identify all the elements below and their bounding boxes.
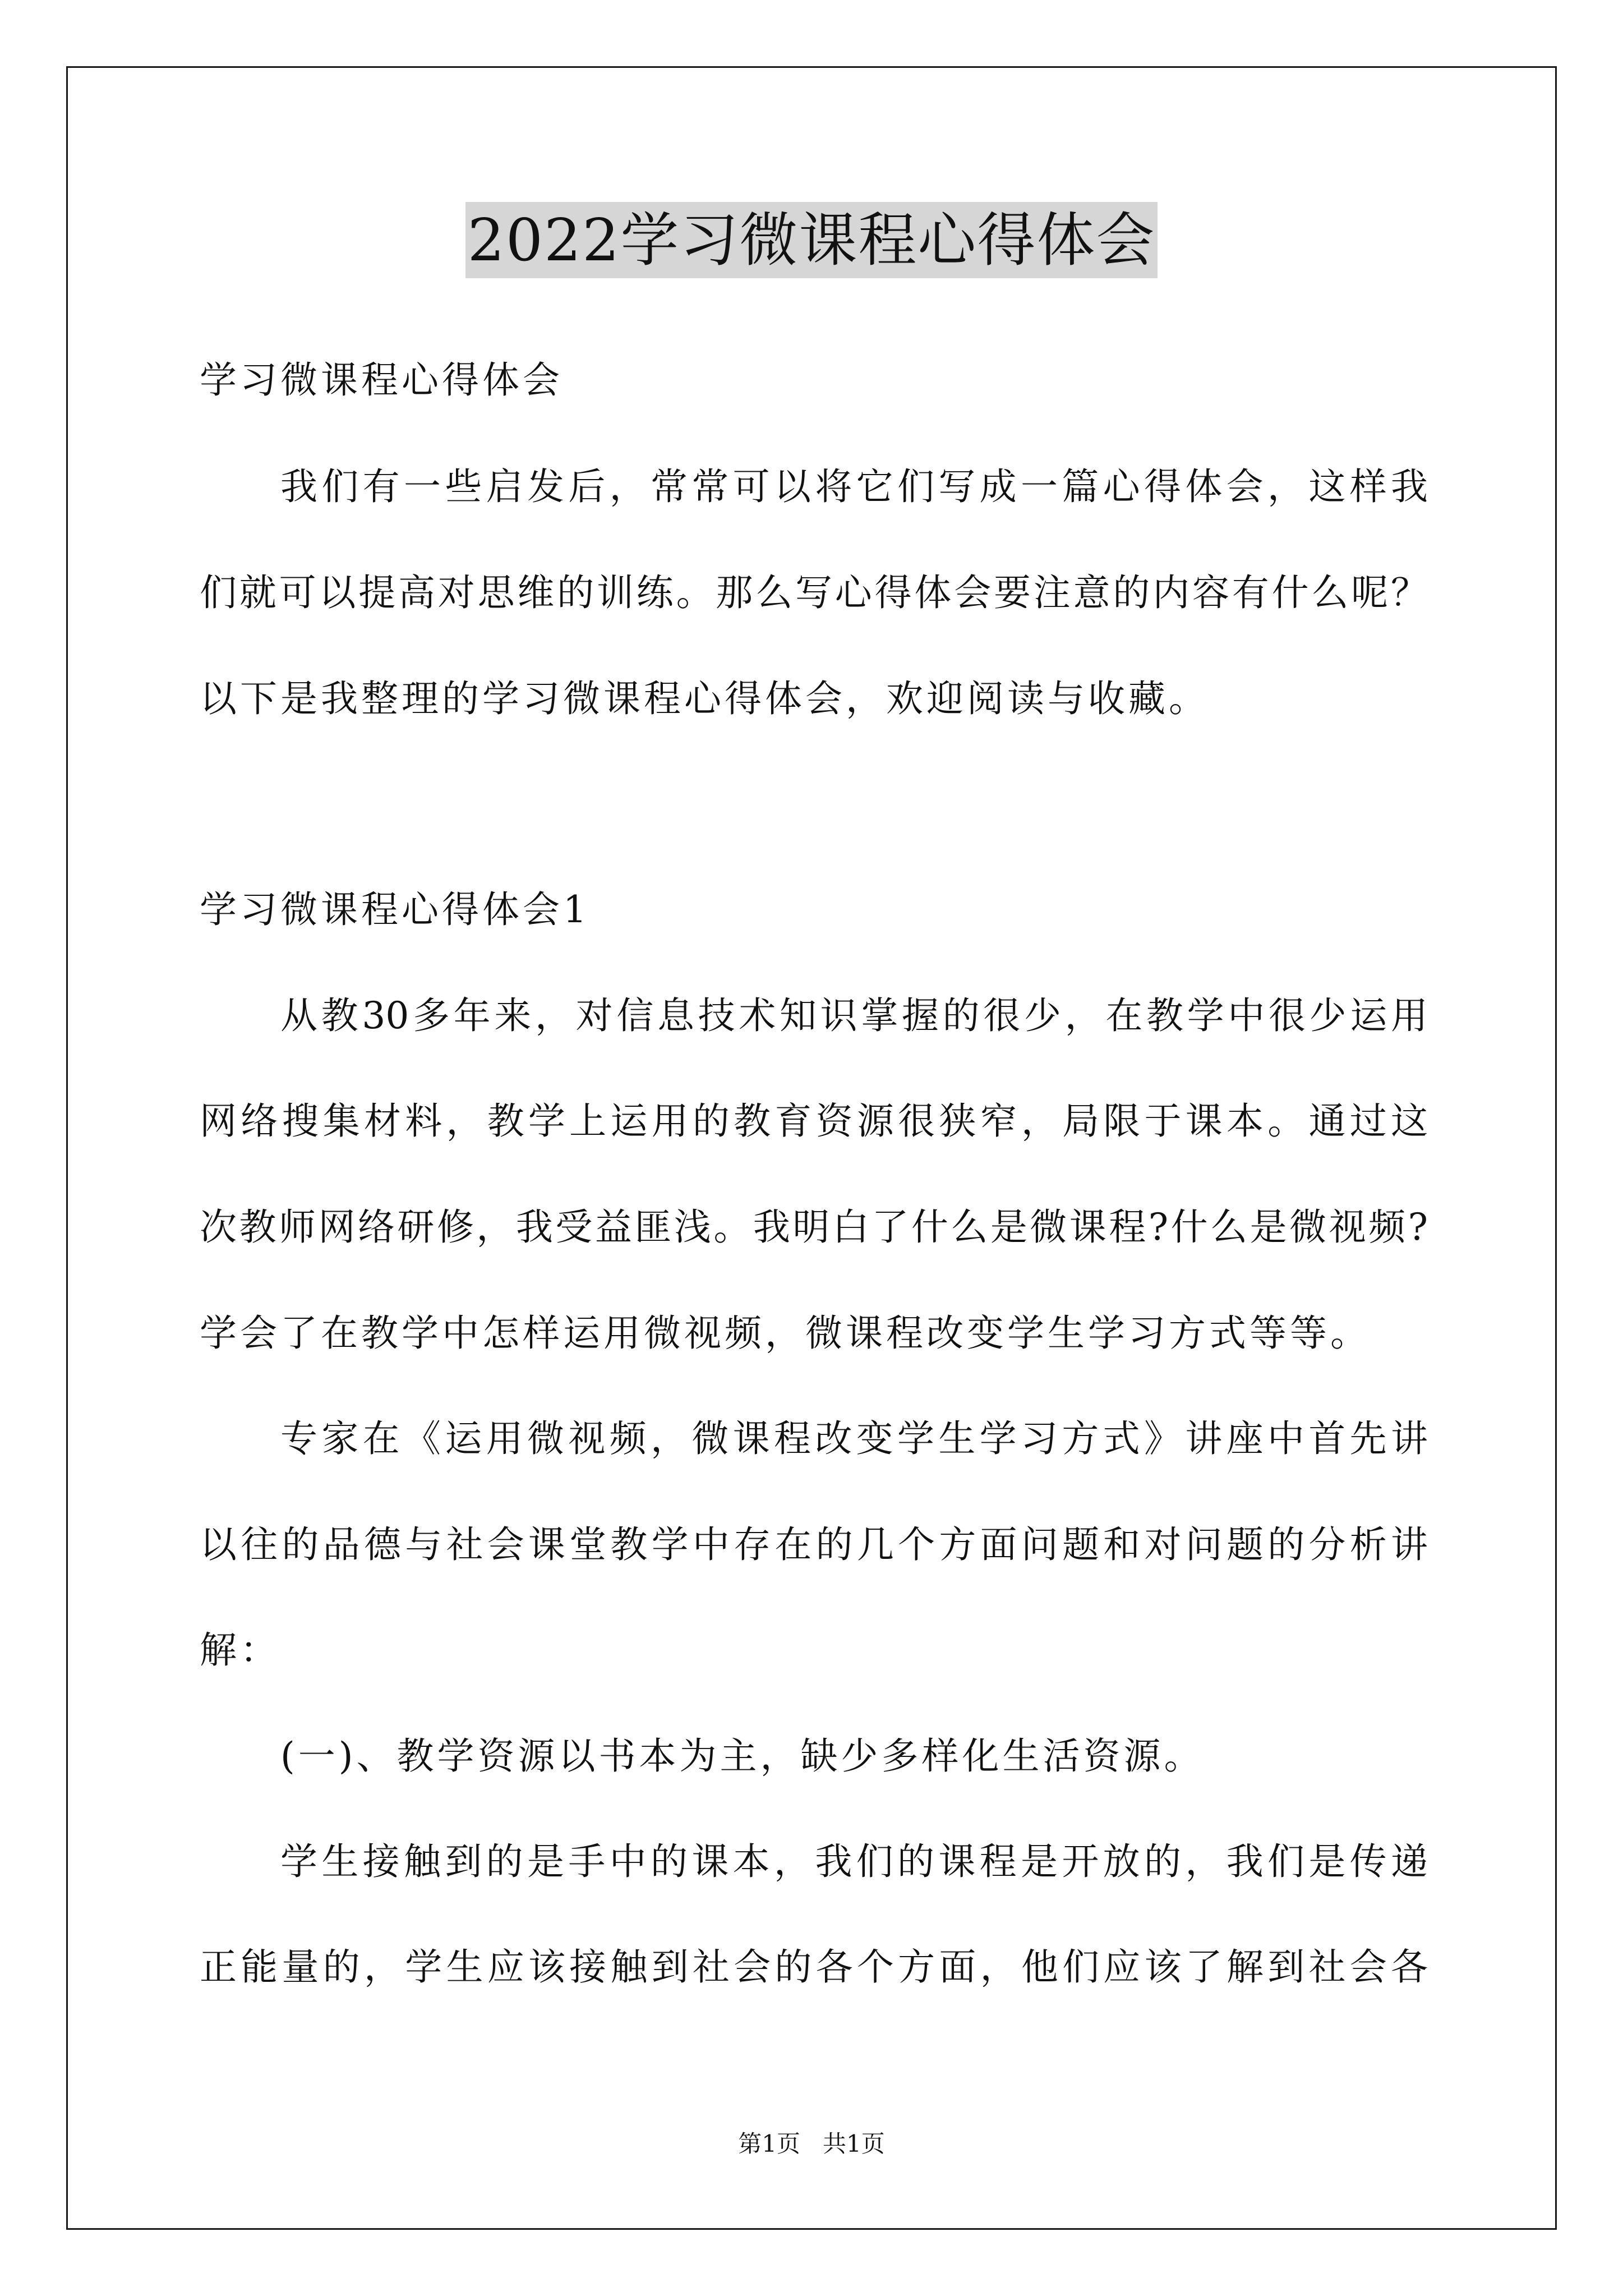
- intro-line-3: 以下是我整理的学习微课程心得体会，欢迎阅读与收藏。: [200, 677, 1209, 720]
- page-number-footer: 第1页 共1页: [738, 2130, 885, 2157]
- point-one-heading: (一)、教学资源以书本为主，缺少多样化生活资源。: [280, 1734, 1205, 1778]
- para1-line-3: 次教师网络研修，我受益匪浅。我明白了什么是微课程?什么是微视频?: [200, 1205, 1428, 1249]
- para1-line-2: 网络搜集材料，教学上运用的教育资源很狭窄，局限于课本。通过这: [200, 1099, 1428, 1143]
- para1-line-1: 从教30多年来，对信息技术知识掌握的很少，在教学中很少运用: [280, 994, 1428, 1037]
- para2-line-2: 以往的品德与社会课堂教学中存在的几个方面问题和对问题的分析讲: [200, 1523, 1428, 1566]
- title-container: [0, 202, 1623, 278]
- para3-line-2: 正能量的，学生应该接触到社会的各个方面，他们应该了解到社会各: [200, 1945, 1428, 1989]
- para2-line-1: 专家在《运用微视频，微课程改变学生学习方式》讲座中首先讲: [280, 1417, 1428, 1460]
- intro-line-1: 我们有一些启发后，常常可以将它们写成一篇心得体会，这样我: [280, 465, 1428, 508]
- para3-line-1: 学生接触到的是手中的课本，我们的课程是开放的，我们是传递: [280, 1840, 1428, 1883]
- para1-line-4: 学会了在教学中怎样运用微视频，微课程改变学生学习方式等等。: [200, 1312, 1371, 1355]
- intro-line-2: 们就可以提高对思维的训练。那么写心得体会要注意的内容有什么呢？: [200, 571, 1428, 614]
- document-title: 2022学习微课程心得体会: [465, 202, 1158, 278]
- section-heading-1: 学习微课程心得体会1: [200, 888, 590, 931]
- para2-line-3: 解：: [200, 1628, 280, 1672]
- subtitle-line: 学习微课程心得体会: [200, 358, 563, 402]
